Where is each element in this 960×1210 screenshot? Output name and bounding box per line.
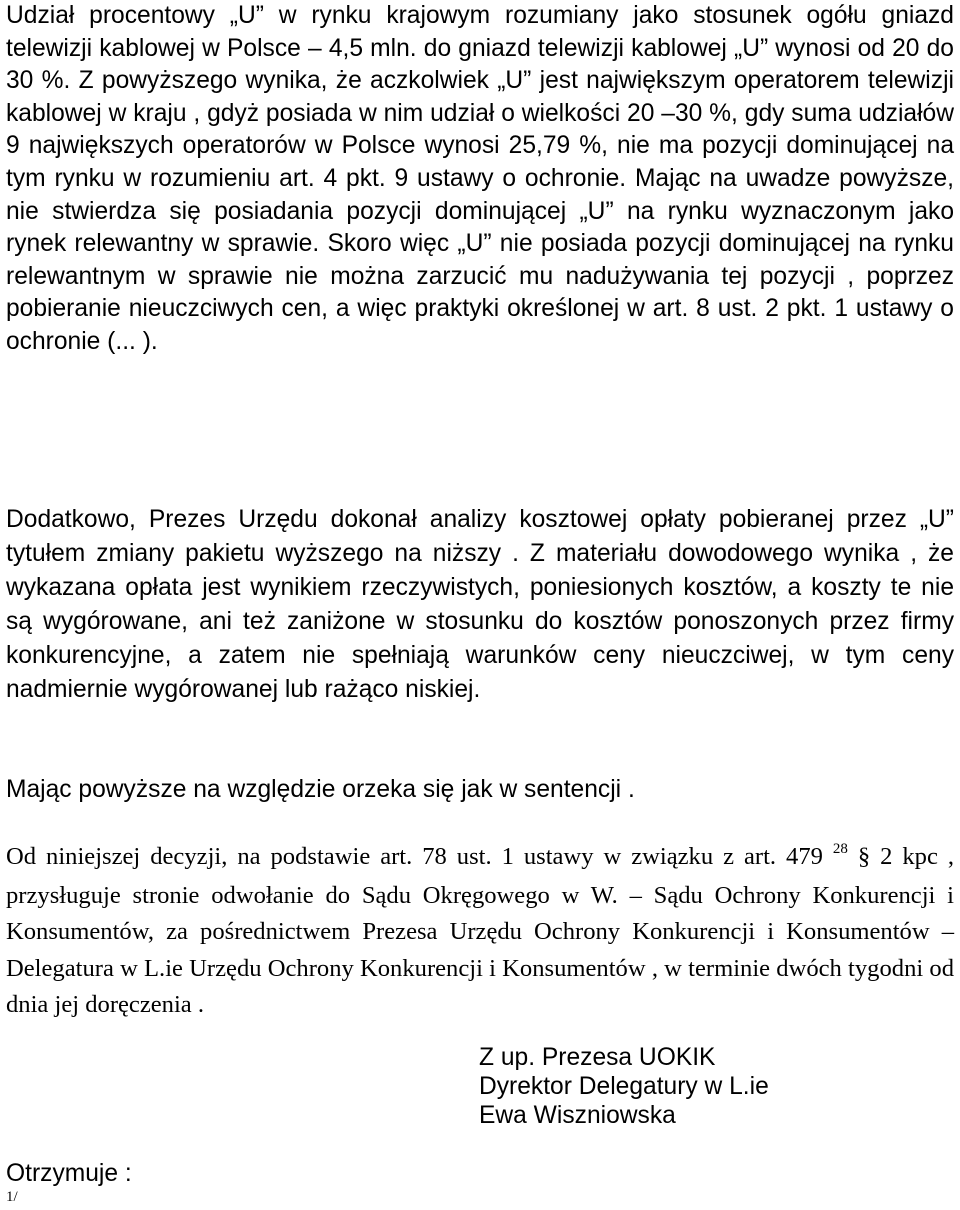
paragraph-conclusion: Mając powyższe na względzie orzeka się jak w sentencji . xyxy=(6,776,635,803)
paragraph-appeal xyxy=(6,839,954,1023)
recipients-label: Otrzymuje : xyxy=(6,1160,132,1187)
appeal-text-end: § 2 kpc , przysługuje stronie odwołanie do Sądu Okręgowego w W. – Sądu Ochrony Konkurencji i Konsumentów, za pośrednictwem Prezesa Urzędu Ochrony Konkurencji i Konsumentów – Delegatura w L.ie Urzędu Ochrony Konkurencji i Konsumentów , w terminie dwóch tygodni od dnia jej doręczenia . xyxy=(6,843,955,1018)
paragraph-market-share: Udział procentowy „U” w rynku krajowym rozumiany jako stosunek ogółu gniazd telewizji kablowej w Polsce – 4,5 mln. do gniazd telewizji kablowej „U” wynosi od 20 do 30 %. Z powyższego wynika, że aczkolwiek „U” jest największym operatorem telewizji kablowej w kraju , gdyż posiada w nim udział o wielkości 20 –30 %, gdy suma udziałów 9 największych operatorów w Polsce wynosi 25,79 %, nie ma pozycji dominującej na tym rynku w rozumieniu art. 4 pkt. 9 ustawy o ochronie. Mając na uwadze powyższe, nie stwierdza się posiadania pozycji dominującej „U” na rynku wyznaczonym jako rynek relewantny w sprawie. Skoro więc „U” nie posiada pozycji dominującej na rynku relewantnym w sprawie nie można zarzucić mu nadużywania tej pozycji , poprzez pobieranie nieuczciwych cen, a więc praktyki określonej w art. 8 ust. 2 pkt. 1 ustawy o ochronie (... ). xyxy=(6,2,954,355)
signature-line-1: Z up. Prezesa UOKIK xyxy=(479,1044,716,1071)
signature-line-2: Dyrektor Delegatury w L.ie xyxy=(479,1073,769,1100)
appeal-text-start: Od niniejszej decyzji, na podstawie art. 78 ust. 1 ustawy w związku z art. 479 xyxy=(6,843,823,870)
paragraph-cost-analysis: Dodatkowo, Prezes Urzędu dokonał analizy kosztowej opłaty pobieranej przez „U” tytułem zmiany pakietu wyższego na niższy . Z materiału dowodowego wynika , że wykazana opłata jest wynikiem rzeczywistych, poniesionych kosztów, a koszty te nie są wygórowane, ani też zaniżone w stosunku do kosztów ponoszonych przez firmy konkurencyjne, a zatem nie spełniają warunków ceny nieuczciwej, w tym ceny nadmiernie wygórowanej lub rażąco niskiej. xyxy=(6,506,954,703)
signature-name: Ewa Wiszniowska xyxy=(479,1102,676,1129)
recipient-number: 1/ xyxy=(6,1189,18,1205)
appeal-superscript: 28 xyxy=(832,841,848,857)
